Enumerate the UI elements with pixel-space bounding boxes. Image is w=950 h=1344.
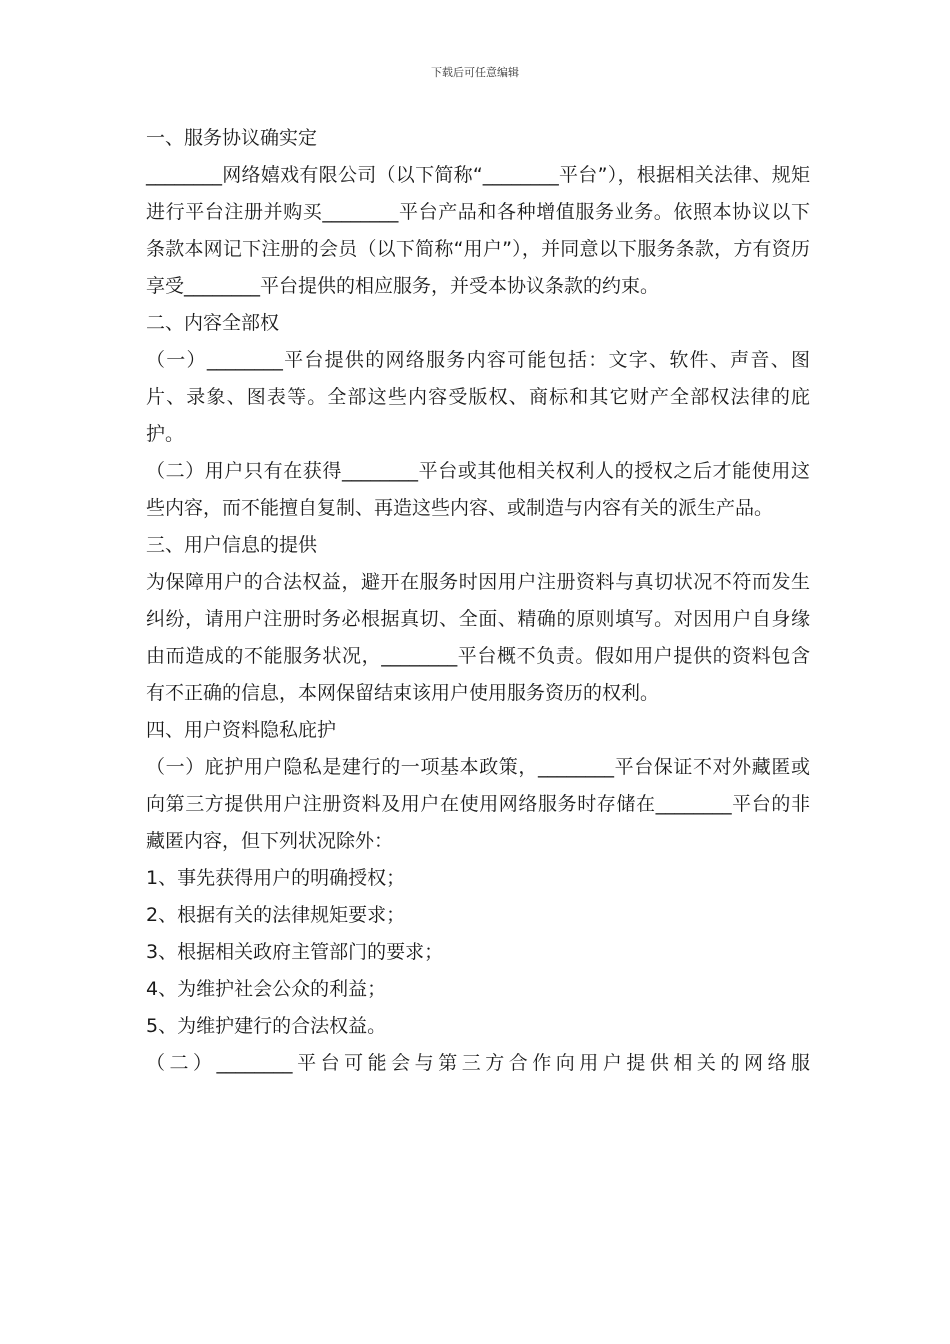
section-4-paragraph-1: （一）庇护用户隐私是建行的一项基本政策，________平台保证不对外藏匿或向第三方提供用户注册资料及用户在使用网络服务时存储在________平台的非藏匿内容，但下列状况除外： — [146, 756, 810, 852]
list-item: 3、根据相关政府主管部门的要求； — [146, 941, 444, 963]
section-2-paragraph-2: （二）用户只有在获得________平台或其他相关权利人的授权之后才能使用这些内容，而不能擅自复制、再造这些内容、或制造与内容有关的派生产品。 — [146, 460, 810, 519]
list-item: 1、事先获得用户的明确授权； — [146, 867, 406, 889]
list-item: 4、为维护社会公众的利益； — [146, 978, 387, 1000]
list-item: 2、根据有关的法律规矩要求； — [146, 904, 406, 926]
section-2-title: 二、内容全部权 — [146, 312, 280, 334]
section-2-paragraph-1: （一）________平台提供的网络服务内容可能包括：文字、软件、声音、图片、录象、图表等。全部这些内容受版权、商标和其它财产全部权法律的庇护。 — [146, 349, 810, 445]
page-header: 下载后可任意编辑 — [431, 66, 519, 79]
section-4-paragraph-2: （二）________平台可能会与第三方合作向用户提供相关的网络服 — [146, 1052, 810, 1074]
section-3-paragraph: 为保障用户的合法权益，避开在服务时因用户注册资料与真切状况不符而发生纠纷，请用户注册时务必根据真切、全面、精确的原则填写。对因用户自身缘由而造成的不能服务状况，________平台概不负责。假如用户提供的资料包含有不正确的信息，本网保留结束该用户使用服务资历的权利。 — [146, 571, 810, 704]
section-3-title: 三、用户信息的提供 — [146, 534, 318, 556]
section-1-title: 一、服务协议确实定 — [146, 127, 318, 149]
document-body — [146, 120, 810, 1082]
list-item: 5、为维护建行的合法权益。 — [146, 1015, 387, 1037]
section-1-paragraph: ________网络嬉戏有限公司（以下简称“________平台”），根据相关法律、规矩进行平台注册并购买________平台产品和各种增值服务业务。依照本协议以下条款本网记下注册的会员（以下简称“用户”），并同意以下服务条款，方有资历享受________平台提供的相应服务，并受本协议条款的约束。 — [146, 164, 810, 297]
section-4-title: 四、用户资料隐私庇护 — [146, 719, 337, 741]
